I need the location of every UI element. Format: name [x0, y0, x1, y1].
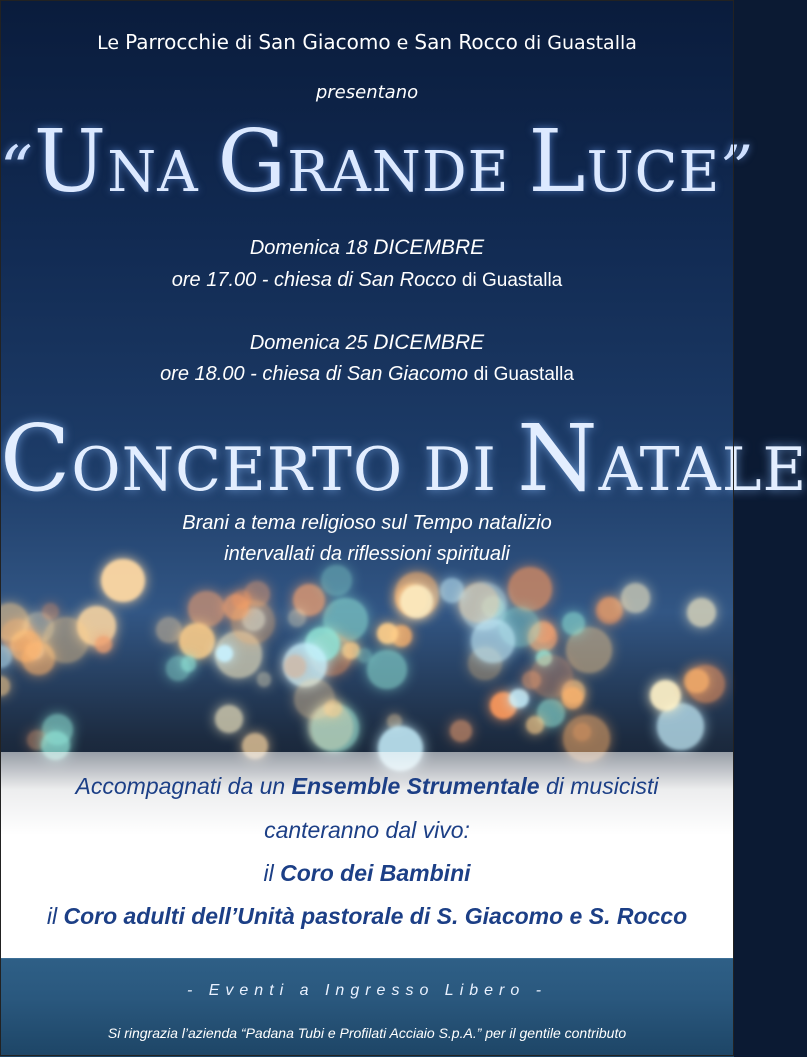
presentano-label: presentano — [315, 82, 419, 103]
event2-date — [0, 331, 734, 355]
event2-month: DICEMBRE — [373, 331, 485, 354]
event1-city: di Guastalla — [461, 270, 563, 291]
bokeh-light — [284, 655, 307, 678]
event1-place — [0, 269, 734, 292]
bokeh-light — [321, 565, 352, 596]
bokeh-light — [684, 669, 708, 693]
bokeh-light — [526, 716, 544, 734]
city-lights-bokeh — [0, 560, 734, 770]
title-word-na: NA — [107, 140, 218, 205]
performers-line1-post: di musicisti — [539, 773, 659, 799]
performers-line-4 — [0, 903, 734, 930]
bokeh-light — [562, 612, 585, 635]
description-line-2: intervallati da riflessioni spirituali — [224, 543, 510, 565]
performers-line4-pre: il — [46, 903, 64, 929]
event1-month: DICEMBRE — [373, 236, 485, 259]
intro-parrocchie: Parrocchie — [125, 30, 229, 54]
title2-word-oncerto: ONCERTO DI — [71, 435, 518, 505]
bokeh-light — [562, 687, 584, 709]
intro-le: Le — [97, 32, 120, 54]
children-choir: Coro dei Bambini — [280, 860, 471, 886]
bokeh-light — [215, 705, 243, 733]
bokeh-light — [43, 617, 89, 663]
bokeh-light — [179, 623, 215, 659]
intro-di-2: di — [523, 32, 542, 54]
sponsor-thanks: Si ringrazia l’azienda “Padana Tubi e Profilati Acciaio S.p.A.” per il gentile contributo — [107, 1025, 627, 1041]
bokeh-light — [232, 590, 251, 609]
performers-line-3 — [0, 860, 734, 887]
bokeh-light — [42, 603, 59, 620]
description-line-1: Brani a tema religioso sul Tempo natalizio — [182, 512, 552, 534]
event1-date — [0, 236, 734, 260]
title-letter-g: G — [217, 112, 288, 212]
title2-letter-n: N — [517, 405, 599, 512]
title2-letter-c: C — [0, 405, 72, 512]
bokeh-light — [181, 656, 197, 672]
bokeh-light — [288, 609, 306, 627]
event1-time-place: ore 17.00 - chiesa di San Rocco — [171, 269, 457, 291]
main-title — [0, 112, 755, 212]
title-word-uce: UCE — [586, 140, 721, 205]
bokeh-light — [0, 676, 10, 696]
bokeh-light — [257, 672, 271, 686]
performers-line1-pre: Accompagnati da un — [75, 773, 292, 799]
bokeh-light — [188, 591, 225, 628]
title-close-quote: ” — [720, 133, 755, 207]
bokeh-light — [440, 578, 465, 603]
title-letter-l: L — [528, 112, 587, 212]
bokeh-light — [357, 648, 372, 663]
bokeh-light — [687, 598, 716, 627]
title-letter-u: U — [33, 112, 108, 212]
intro-san-rocco: San Rocco — [414, 30, 518, 54]
event2-time-place: ore 18.00 - chiesa di San Giacomo — [160, 363, 469, 385]
bokeh-light — [508, 567, 552, 611]
event1-day: Domenica 18 — [249, 237, 368, 259]
bokeh-light — [450, 720, 472, 742]
event2-city: di Guastalla — [473, 364, 574, 385]
title-word-rande: RANDE — [287, 140, 529, 205]
bokeh-light — [400, 585, 433, 618]
bokeh-light — [216, 645, 233, 662]
ensemble-name: Ensemble Strumentale — [291, 773, 540, 799]
performers-line-1 — [0, 773, 734, 800]
adult-choir: Coro adulti dell’Unità pastorale di S. Giacomo e S. Rocco — [63, 903, 688, 929]
event2-place — [0, 363, 734, 386]
title-open-quote: “ — [0, 133, 34, 207]
bokeh-light — [95, 636, 112, 653]
title2-word-atale: ATALE — [598, 435, 807, 505]
free-entry-label: - Eventi a Ingresso Libero - — [186, 982, 548, 999]
bokeh-light — [367, 650, 406, 689]
bokeh-light — [621, 583, 651, 613]
intro-san-giacomo: San Giacomo — [258, 30, 391, 54]
intro-e: e — [396, 32, 409, 54]
event2-day: Domenica 25 — [249, 332, 368, 354]
bokeh-light — [377, 623, 398, 644]
intro-guastalla: Guastalla — [547, 32, 637, 54]
organizers-line — [0, 30, 734, 54]
concert-title — [0, 405, 807, 512]
footer-band — [0, 958, 734, 1057]
performers-line3-pre: il — [263, 860, 281, 886]
intro-di: di — [234, 32, 253, 54]
performers-line-2: canteranno dal vivo: — [264, 817, 470, 843]
bokeh-light — [596, 597, 623, 624]
bokeh-light — [509, 689, 528, 708]
bokeh-light — [650, 680, 681, 711]
bokeh-light — [471, 619, 515, 663]
